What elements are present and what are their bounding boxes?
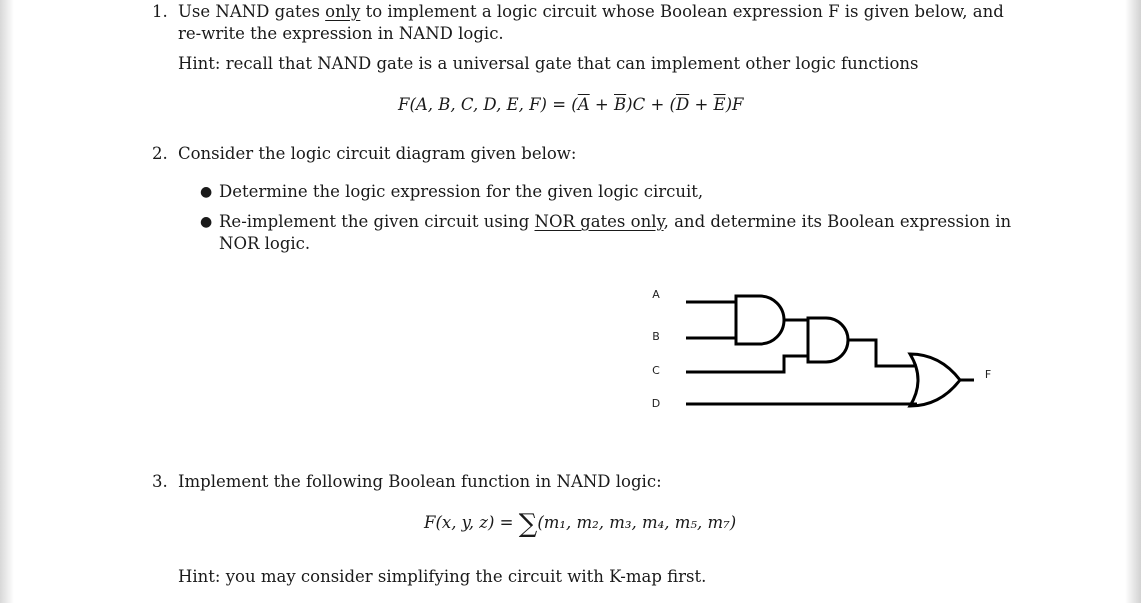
wire-and2-out [848,340,917,366]
q2-bullet1: Determine the logic expression for the given logic circuit, [219,182,704,201]
q3-hint: Hint: you may consider simplifying the circuit with K-map first. [178,567,707,586]
q2-number: 2. [152,144,168,163]
or-gate [910,354,960,406]
bullet-dot: ● [200,214,213,230]
input-label-c: C [652,364,660,377]
input-label-b: B [652,330,660,343]
q3-number: 3. [152,472,168,491]
page-shadow-right [1125,0,1141,603]
q1-line2: re-write the expression in NAND logic. [178,24,504,43]
q1-hint: Hint: recall that NAND gate is a universal gate that can implement other logic functions [178,54,919,73]
output-label-f: F [984,368,992,381]
logic-circuit-diagram [640,282,1000,417]
wire-c [686,356,808,372]
q1-equation: F(A, B, C, D, E, $F) = (\overline{A} + \overline{B})C + (\overline{D} + \overline{E})F$ [398,95,744,114]
q3-equation: F(x, y, z) = ∑(m₁, m₂, m₃, m₄, m₅, m₇) [424,509,737,539]
page-shadow-left [0,0,14,603]
q2-intro: Consider the logic circuit diagram given below: [178,144,577,163]
q1-number: 1. [152,2,168,21]
q2-bullet2: Re-implement the given circuit using NOR gates only, and determine its Boolean expression in [219,212,1012,231]
bullet-dot: ● [200,184,213,200]
input-label-a: A [652,288,660,301]
q3-intro: Implement the following Boolean function in NAND logic: [178,472,662,491]
and-gate-1 [736,296,784,344]
q1-line1: Use NAND gates only to implement a logic circuit whose Boolean expression F is given below, and [178,2,1004,21]
q2-bullet2-line2: NOR logic. [219,234,311,253]
input-label-d: D [651,397,661,410]
and-gate-2 [808,318,848,362]
